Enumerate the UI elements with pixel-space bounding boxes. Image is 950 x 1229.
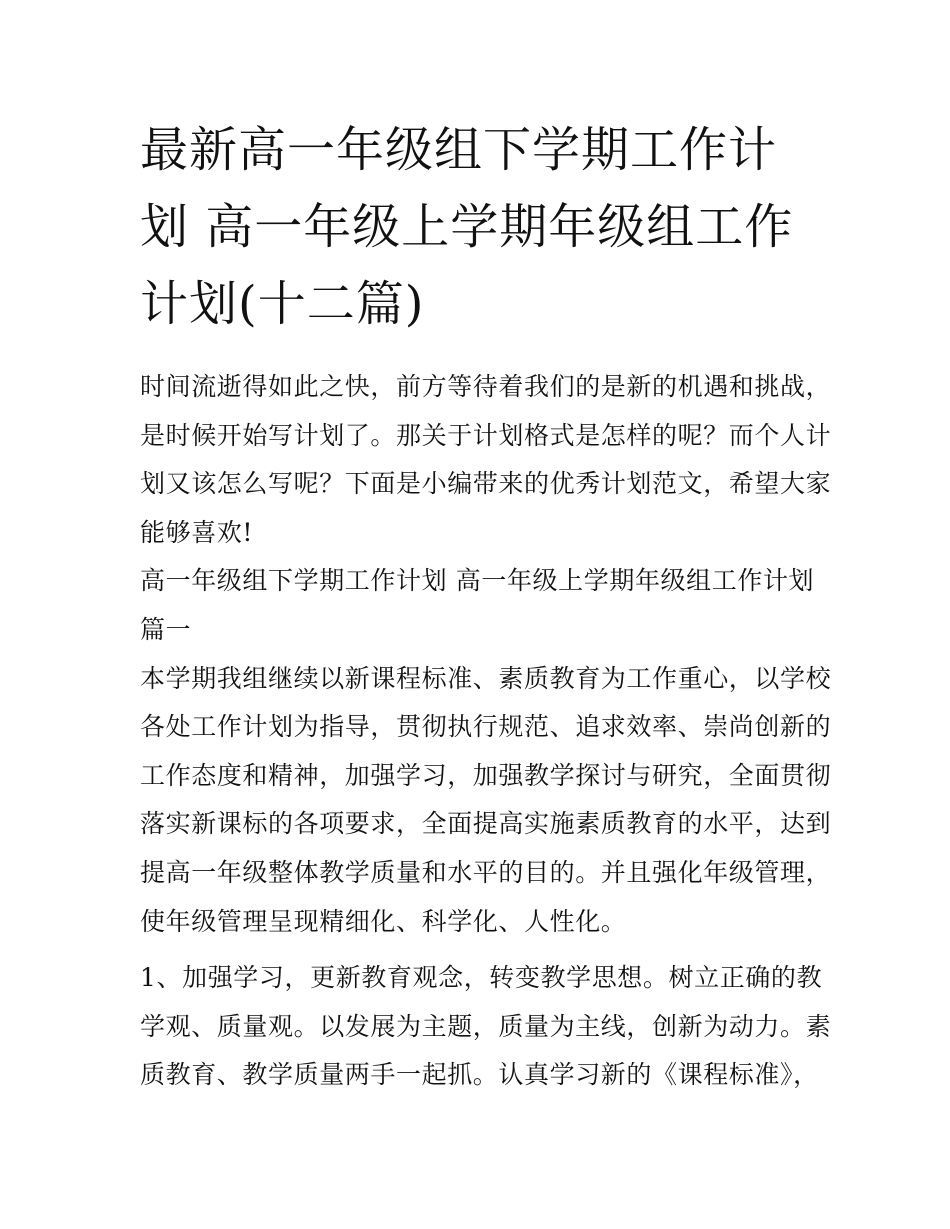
- body-paragraph: [140, 655, 832, 947]
- title-line: 划 高一年级上学期年级组工作: [140, 199, 794, 255]
- text-line: 时间流逝得如此之快，前方等待着我们的是新的机遇和挑战，: [140, 372, 832, 401]
- text-line: 工作态度和精神，加强学习，加强教学探讨与研究，全面贯彻: [140, 760, 832, 790]
- section-subheading: [140, 557, 815, 654]
- text-line: 本学期我组继续以新课程标准、素质教育为工作重心，以学校: [140, 663, 832, 693]
- text-line: 提高一年级整体教学质量和水平的目的。并且强化年级管理，: [140, 857, 832, 887]
- text-line: 质教育、教学质量两手一起抓。认真学习新的《课程标准》，: [140, 1060, 819, 1090]
- document-title: [140, 112, 812, 343]
- text-line: 篇一: [140, 614, 192, 644]
- title-line: 最新高一年级组下学期工作计: [140, 122, 778, 178]
- text-line: 各处工作计划为指导，贯彻执行规范、追求效率、崇尚创新的: [140, 712, 832, 742]
- title-line: 计划(十二篇): [140, 276, 425, 332]
- text-line: 落实新课标的各项要求，全面提高实施素质教育的水平，达到: [140, 809, 832, 839]
- text-line: 高一年级组下学期工作计划 高一年级上学期年级组工作计划: [140, 566, 815, 596]
- text-line: 使年级管理呈现精细化、科学化、人性化。: [140, 906, 627, 936]
- numbered-item-1: [140, 954, 832, 1100]
- text-line: 是时候开始写计划了。那关于计划格式是怎样的呢？而个人计: [140, 420, 832, 450]
- intro-paragraph: [140, 363, 832, 557]
- text-line: 划又该怎么写呢？下面是小编带来的优秀计划范文，希望大家: [140, 469, 832, 499]
- text-line: 能够喜欢!: [140, 517, 254, 547]
- document-content: [140, 112, 832, 1100]
- text-line: 1、加强学习，更新教育观念，转变教学思想。树立正确的教: [140, 963, 823, 993]
- text-line: 学观、质量观。以发展为主题，质量为主线，创新为动力。素: [140, 1011, 832, 1041]
